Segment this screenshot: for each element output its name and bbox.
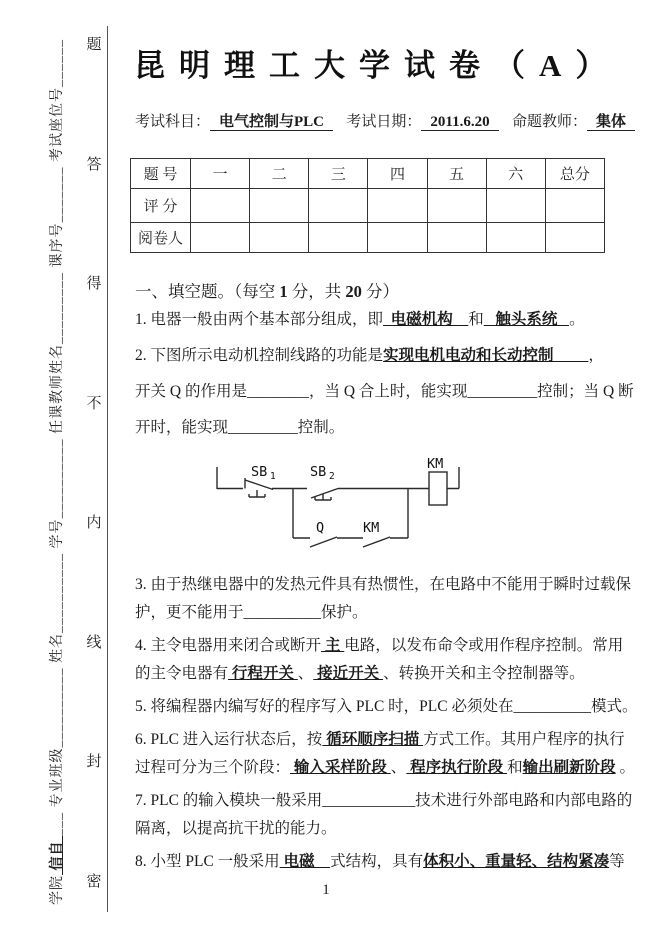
question-line <box>135 726 637 754</box>
empty-score-cell <box>368 223 427 253</box>
text-run: 、 <box>390 759 407 776</box>
question-line <box>135 599 637 627</box>
answer-text: 主 <box>321 637 345 654</box>
text-run: 电路，以发布命令或用作程序控制。常用 <box>344 637 624 654</box>
text-run: 20 <box>345 282 362 301</box>
text-run: 和 <box>507 759 523 776</box>
column-header: 一 <box>191 159 250 189</box>
empty-score-cell <box>309 189 368 223</box>
text-run: 6. PLC 进入运行状态后，按 <box>135 731 323 748</box>
questions-block-top <box>135 302 634 446</box>
empty-score-cell <box>486 189 545 223</box>
question-line <box>135 571 637 599</box>
text-run: 分） <box>361 282 399 301</box>
question-line <box>135 848 637 876</box>
empty-score-cell <box>486 223 545 253</box>
question-number-header: 题 号 <box>131 159 191 189</box>
empty-score-cell <box>545 223 604 253</box>
sb1-stop-button-contact <box>245 464 307 497</box>
text-run: 7. PLC 的输入模块一般采用____________技术进行外部电路和内部电路的 <box>135 792 633 809</box>
question-line <box>135 374 634 410</box>
empty-score-cell <box>250 223 309 253</box>
text-run: 和 <box>468 311 484 328</box>
empty-score-cell <box>191 189 250 223</box>
subject-value: 电气控制与PLC <box>210 114 333 131</box>
text-run: 分，共 <box>287 282 346 301</box>
question-1 <box>135 302 634 338</box>
question-line <box>135 754 637 782</box>
table-header-row <box>131 159 605 189</box>
empty-score-cell <box>427 189 486 223</box>
question-7 <box>135 787 637 843</box>
question-8 <box>135 848 637 876</box>
text-run: 的主令电器有 <box>135 665 229 682</box>
section-heading <box>135 278 399 302</box>
empty-score-cell <box>250 189 309 223</box>
km-coil-label: KM <box>427 456 444 472</box>
column-header: 三 <box>309 159 368 189</box>
exam-meta <box>135 110 635 134</box>
teacher-value: 集体 <box>587 114 635 131</box>
empty-score-cell <box>545 189 604 223</box>
text-run: 、转换开关和主令控制器等。 <box>383 665 585 682</box>
text-run: ___ 专业班级__________ 姓名__________ 学号__________ 任课教师姓名_________ 课序号_______ 考试座位号______ <box>50 39 65 836</box>
seal-char: 内 <box>84 511 104 532</box>
answer-text: 输入采样阶段 <box>290 759 391 776</box>
subject-group <box>135 110 333 134</box>
date-value: 2011.6.20 <box>421 114 498 131</box>
answer-text: 输出刷新阶段 <box>522 759 616 776</box>
km-contact-label: KM <box>363 520 380 536</box>
sb2-label: SB <box>310 464 327 480</box>
question-2 <box>135 338 634 446</box>
text-run: 。 <box>569 311 585 328</box>
empty-score-cell <box>309 223 368 253</box>
row-label: 评 分 <box>131 189 191 223</box>
seal-char: 得 <box>84 272 104 293</box>
answer-text: 信自 <box>50 836 65 875</box>
subject-label: 考试科目： <box>135 114 211 130</box>
page-number: 1 <box>322 882 330 898</box>
seal-line <box>107 26 108 912</box>
sb1-subscript: 1 <box>270 471 276 482</box>
empty-score-cell <box>191 223 250 253</box>
text-run: 隔离，以提高抗干扰的能力。 <box>135 820 337 837</box>
date-label: 考试日期： <box>346 114 422 130</box>
column-header: 总分 <box>545 159 604 189</box>
answer-text: 电磁 <box>279 853 331 870</box>
column-header: 六 <box>486 159 545 189</box>
question-6 <box>135 726 637 782</box>
date-group <box>346 110 498 134</box>
questions-block-bottom <box>135 571 637 881</box>
question-line <box>135 660 637 688</box>
answer-text: 体积小、重量轻、结构紧凑 <box>423 853 610 870</box>
grade-table <box>130 158 605 253</box>
sb2-start-button-contact <box>310 464 429 500</box>
student-info-fields <box>46 39 66 905</box>
text-run: 过程可分为三个阶段： <box>135 759 291 776</box>
row-label: 阅卷人 <box>131 223 191 253</box>
text-run: 1 <box>279 282 288 301</box>
answer-text: 触头系统 <box>483 311 570 328</box>
question-line <box>135 632 637 660</box>
table-row <box>131 189 605 223</box>
left-rail <box>217 467 243 489</box>
sb2-subscript: 2 <box>329 471 335 482</box>
text-run: 等 <box>609 853 625 870</box>
q-switch-label: Q <box>316 520 325 536</box>
answer-text: 接近开关 <box>313 665 384 682</box>
text-run: 开关 Q 的作用是________，当 Q 合上时，能实现_________控制；当 Q 断 <box>135 383 634 400</box>
answer-text: 循环顺序扫描 <box>322 731 424 748</box>
empty-score-cell <box>427 223 486 253</box>
text-run: 2. 下图所示电动机控制线路的功能是 <box>135 347 384 364</box>
answer-text: 实现电机电动和长动控制 <box>383 347 589 364</box>
text-run: 、 <box>297 665 314 682</box>
text-run: 开时，能实现_________控制。 <box>135 419 345 436</box>
answer-text: 电磁机构 <box>383 311 469 328</box>
seal-char: 答 <box>84 153 104 174</box>
answer-text: 程序执行阶段 <box>406 759 508 776</box>
question-line <box>135 410 634 446</box>
seal-char: 线 <box>84 631 104 652</box>
seal-char: 不 <box>84 392 104 413</box>
text-run: 护，更不能用于__________保护。 <box>135 604 368 621</box>
text-run: 8. 小型 PLC 一般采用 <box>135 853 280 870</box>
question-5 <box>135 693 637 721</box>
seal-char: 密 <box>84 870 104 891</box>
question-line <box>135 787 637 815</box>
seal-char: 题 <box>84 33 104 54</box>
column-header: 五 <box>427 159 486 189</box>
question-4 <box>135 632 637 688</box>
circuit-figure <box>185 450 475 562</box>
text-run: 学院 <box>50 875 65 905</box>
text-run: 1. 电器一般由两个基本部分组成，即 <box>135 311 384 328</box>
teacher-group <box>512 110 635 134</box>
question-line <box>135 815 637 843</box>
question-line <box>135 693 637 721</box>
exam-title: 昆明理工大学试卷（A） <box>134 48 621 83</box>
seal-line-text <box>84 33 104 891</box>
sb1-label: SB <box>251 464 268 480</box>
text-run: 5. 将编程器内编写好的程序写入 PLC 时，PLC 必须处在__________模式。 <box>135 698 638 715</box>
column-header: 四 <box>368 159 427 189</box>
answer-text: 行程开关 <box>228 665 298 682</box>
table-row <box>131 223 605 253</box>
text-run: 式结构，具有 <box>330 853 424 870</box>
text-run: ， <box>588 347 604 364</box>
text-run: 。 <box>615 759 635 776</box>
teacher-label: 命题教师： <box>511 114 587 130</box>
question-3 <box>135 571 637 627</box>
km-coil <box>427 456 459 505</box>
column-header: 二 <box>250 159 309 189</box>
text-run: 4. 主令电器用来闭合或断开 <box>135 637 322 654</box>
seal-char: 封 <box>84 750 104 771</box>
parallel-branch <box>293 489 408 548</box>
empty-score-cell <box>368 189 427 223</box>
text-run: 方式工作。其用户程序的执行 <box>423 731 625 748</box>
question-line <box>135 302 634 338</box>
question-line <box>135 338 634 374</box>
text-run: 3. 由于热继电器中的发热元件具有热惯性，在电路中不能用于瞬时过载保 <box>135 576 632 593</box>
text-run: 一、填空题。（每空 <box>135 282 280 301</box>
